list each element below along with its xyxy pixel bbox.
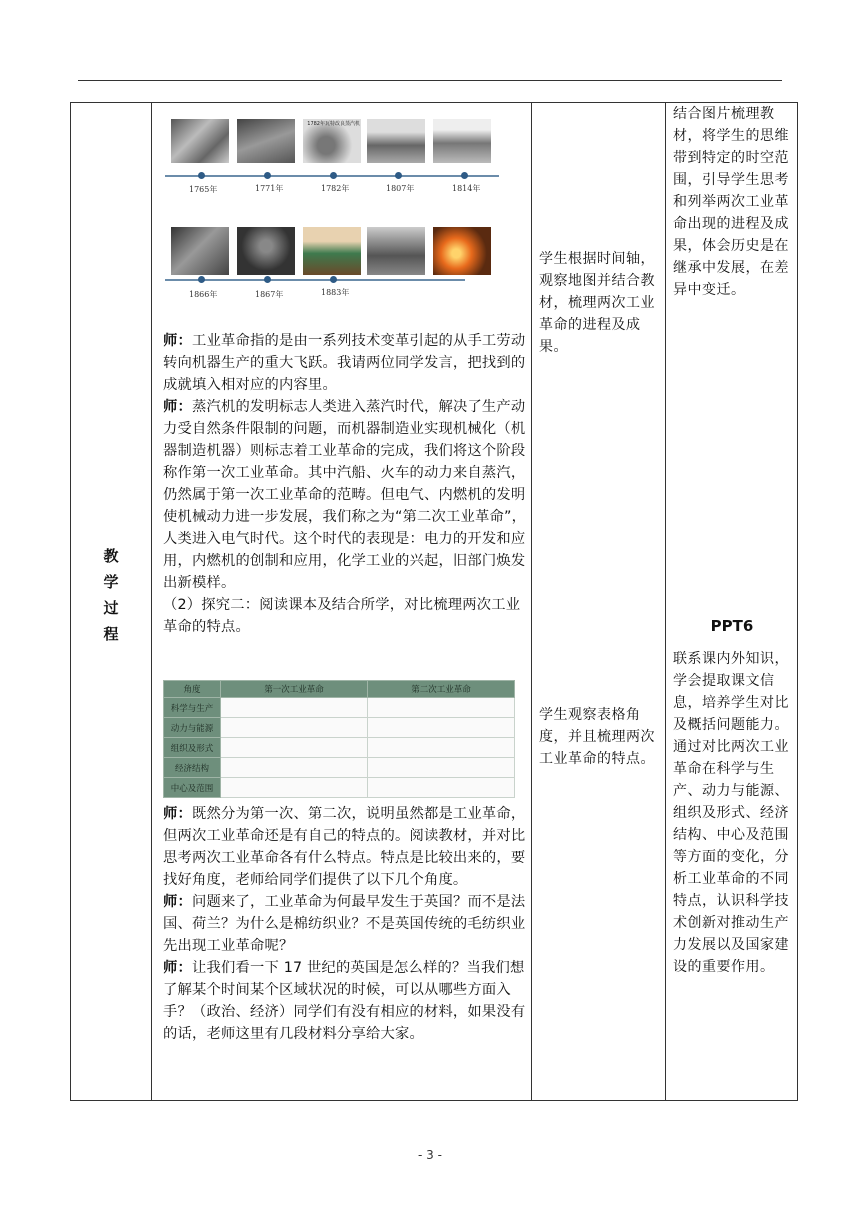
table-row (164, 758, 515, 778)
row-label-char: 程 (103, 625, 119, 643)
paragraph (163, 594, 533, 638)
student-activity-1: 学生根据时间轴，观察地图并结合教材，梳理两次工业革命的进程及成果。 (539, 251, 655, 355)
speaker-label: 师： (163, 399, 192, 415)
table-cell (221, 718, 368, 738)
speaker-label: 师： (163, 894, 192, 910)
student-activity-2: 学生观察表格角度，并且梳理两次工业革命的特点。 (539, 707, 655, 767)
table-row (164, 778, 515, 798)
table-row (164, 718, 515, 738)
timeline-dot (461, 172, 468, 179)
automobile-photo (303, 227, 361, 275)
table-cell (368, 698, 515, 718)
timeline-year: 1866年 (189, 290, 218, 299)
paragraph-text: 工业革命指的是由一系列技术变革引起的从手工劳动转向机器生产的重大飞跃。我请两位同学发言，把找到的成就填入相对应的内容里。 (163, 333, 526, 393)
locomotive-photo (433, 119, 491, 163)
timeline-dot (395, 172, 402, 179)
table-cell (368, 718, 515, 738)
timeline-dot (198, 172, 205, 179)
column-divider (151, 103, 152, 1100)
paragraph-text: 让我们看一下 17 世纪的英国是怎么样的？当我们想了解某个时间某个区域状况的时候，可以从哪些方面入手？（政治、经济）同学们有没有相应的材料，如果没有的话，老师这里有几段材料分享给大家。 (163, 960, 526, 1042)
paragraph (163, 957, 533, 1045)
table-row (164, 698, 515, 718)
photo-caption: 1782年瓦特改良蒸汽机 (307, 121, 360, 127)
timeline-year: 1765年 (189, 185, 218, 194)
teacher-dialogue-1 (163, 330, 533, 638)
table-cell (221, 738, 368, 758)
spinning-jenny-photo (171, 119, 229, 163)
paragraph-text: 问题来了，工业革命为何最早发生于英国？而不是法国、荷兰？为什么是棉纺织业？不是英国传统的毛纺织业先出现工业革命呢？ (163, 894, 526, 954)
paragraph (163, 891, 533, 957)
timeline-year: 1867年 (255, 290, 284, 299)
table-row-header: 经济结构 (164, 758, 221, 778)
table-cell (221, 758, 368, 778)
paragraph (163, 803, 533, 891)
factory-photo (367, 227, 425, 275)
lesson-table (70, 102, 798, 1101)
speaker-label: 师： (163, 806, 192, 822)
timeline-year: 1782年 (321, 184, 350, 193)
timeline-dot (330, 276, 337, 283)
table-row-header: 科学与生产 (164, 698, 221, 718)
teacher-dialogue-2 (163, 803, 533, 1045)
design-intent-2: 联系课内外知识，学会提取课文信息，培养学生对比及概括问题能力。通过对比两次工业革命在科学与生产、动力与能源、组织及形式、经济结构、中心及范围等方面的变化，分析工业革命的不同特点，认识科学技术创新对推动生产力发展以及国家建设的重要作用。 (673, 651, 789, 975)
table-cell (368, 758, 515, 778)
table-cell (221, 778, 368, 798)
timeline-dot (264, 276, 271, 283)
row-label-char: 教 (103, 547, 119, 565)
table-cell (368, 778, 515, 798)
generator-photo (171, 227, 229, 275)
table-header-cell: 第一次工业革命 (221, 681, 368, 698)
timeline-year: 1807年 (386, 184, 415, 193)
timeline-axis (165, 279, 465, 281)
timeline-dot (264, 172, 271, 179)
table-cell (221, 698, 368, 718)
row-label-char: 学 (103, 573, 119, 591)
timeline-year: 1883年 (321, 288, 350, 297)
timeline-year: 1771年 (255, 184, 284, 193)
telephone-photo (237, 227, 295, 275)
table-row-header: 中心及范围 (164, 778, 221, 798)
paragraph-text: 既然分为第一次、第二次，说明虽然都是工业革命，但两次工业革命还是有自己的特点的。阅读教材，并对比思考两次工业革命各有什么特点。特点是比较出来的，要找好角度，老师给同学们提供了以下几个角度。 (163, 806, 526, 888)
table-row-header: 动力与能源 (164, 718, 221, 738)
timeline-dot (198, 276, 205, 283)
row-label-teaching-process (71, 543, 151, 647)
design-intent-1: 结合图片梳理教材，将学生的思维带到特定的时空范围，引导学生思考和列举两次工业革命出现的进程及成果，体会历史是在继承中发展，在差异中变迁。 (673, 106, 789, 298)
table-cell (368, 738, 515, 758)
paragraph (163, 330, 533, 396)
speaker-label: 师： (163, 960, 192, 976)
timeline-first-revolution (163, 117, 503, 197)
paragraph-text: （2）探究二：阅读课本及结合所学，对比梳理两次工业革命的特点。 (163, 597, 521, 635)
header-rule (78, 80, 782, 81)
paragraph-text: 蒸汽机的发明标志人类进入蒸汽时代，解决了生产动力受自然条件限制的问题，而机器制造业实现机械化（机器制造机器）则标志着工业革命的完成，我们将这个阶段称作第一次工业革命。其中汽船、火车的动力来自蒸汽，仍然属于第一次工业革命的范畴。但电气、内燃机的发明使机械动力进一步发展，我们称之为“第二次工业革命”，人类进入电气时代。这个时代的表现是：电力的开发和应用，内燃机的创制和应用，化学工业的兴起，旧部门焕发出新模样。 (163, 399, 527, 591)
water-frame-photo (237, 119, 295, 163)
row-label-char: 过 (103, 599, 119, 617)
table-header-cell: 第二次工业革命 (368, 681, 515, 698)
steel-furnace-photo (433, 227, 491, 275)
page-number: - 3 - (418, 1148, 442, 1162)
table-header-cell: 角度 (164, 681, 221, 698)
paragraph (163, 396, 533, 594)
ppt-label: PPT6 (710, 617, 754, 635)
comparison-table (163, 680, 515, 798)
steamboat-photo (367, 119, 425, 163)
timeline-dot (330, 172, 337, 179)
table-header-row (164, 681, 515, 698)
timeline-second-revolution (163, 221, 503, 301)
timeline-year: 1814年 (452, 184, 481, 193)
table-row (164, 738, 515, 758)
column-divider (665, 103, 666, 1100)
table-row-header: 组织及形式 (164, 738, 221, 758)
steam-engine-photo (303, 119, 361, 163)
speaker-label: 师： (163, 333, 192, 349)
